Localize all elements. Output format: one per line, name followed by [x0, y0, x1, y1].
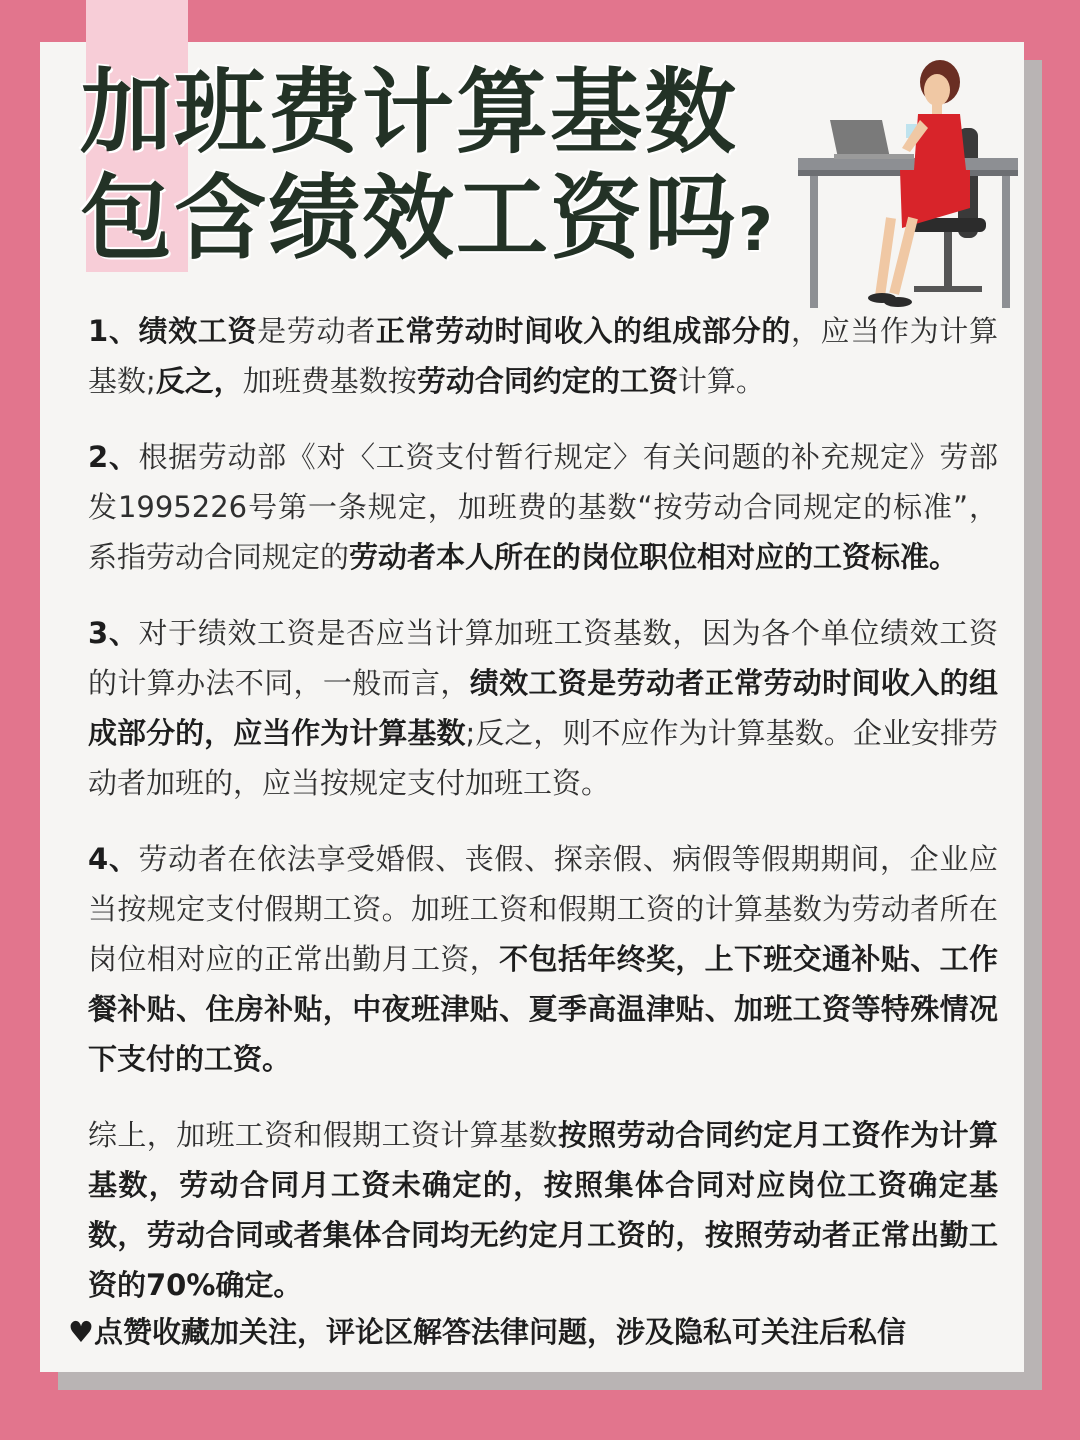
p3-bold-1: 绩效工资是劳动者正常劳动时间收入的组成部分的，应当作为计算基数 [88, 666, 998, 750]
heart-icon: ♥ [68, 1315, 94, 1349]
woman-at-laptop-desk-icon [790, 58, 1020, 318]
p1-bold-4: 劳动合同约定的工资 [416, 364, 678, 398]
p4-text-1: 劳动者在依法享受婚假、丧假、探亲假、病假等假期期间，企业应当按规定支付假期工资。加班工资和假期工资的计算基数为劳动者所在岗位相对应的正常出勤月工资， [88, 842, 998, 976]
article-body [88, 306, 998, 1336]
p5-text-1: 综上，加班工资和假期工资计算基数 [88, 1118, 558, 1152]
p1-text-3: 加班费基数按 [242, 364, 417, 398]
paragraph-4 [88, 834, 998, 1084]
paragraph-3 [88, 608, 998, 808]
p1-bold-2: 正常劳动时间收入的组成部分的 [375, 314, 791, 348]
title-line-2: 包含绩效工资吗 [80, 165, 739, 272]
paragraph-summary [88, 1110, 998, 1310]
p5-bold-1: 按照劳动合同约定月工资作为计算基数，劳动合同月工资未确定的，按照集体合同对应岗位工资确定基数，劳动合同或者集体合同均无约定月工资的，按照劳动者正常出勤工资的70%确定。 [88, 1118, 998, 1302]
p4-bold-1: 不包括年终奖，上下班交通补贴、工作餐补贴、住房补贴，中夜班津贴、夏季高温津贴、加班工资等特殊情况下支付的工资。 [88, 942, 998, 1076]
p1-bold-3: 反之， [155, 364, 243, 398]
title-question-mark: ? [738, 195, 775, 265]
p1-number: 1、 [88, 314, 139, 348]
title-line-1: 加班费计算基数 [80, 59, 739, 166]
paragraph-1 [88, 306, 998, 406]
p1-text-1: 是劳动者 [257, 314, 376, 348]
footer-call-to-action [68, 1312, 1008, 1352]
p2-number: 2、 [88, 440, 139, 474]
p1-text-2: ，应当作为计算基数; [88, 314, 998, 398]
p4-number: 4、 [88, 842, 139, 876]
p2-bold-1: 劳动者本人所在的岗位职位相对应的工资标准。 [349, 540, 959, 574]
p2-text-1: 根据劳动部《对〈工资支付暂行规定〉有关问题的补充规定》劳部发1995226号第一条规定，加班费的基数“按劳动合同规定的标准”，系指劳动合同规定的 [88, 440, 998, 574]
footer-text: 点赞收藏加关注，评论区解答法律问题，涉及隐私可关注后私信 [94, 1315, 907, 1349]
p1-text-4: 计算。 [677, 364, 765, 398]
p1-bold-1: 绩效工资 [138, 314, 258, 348]
p3-text-2: ;反之，则不应作为计算基数。企业安排劳动者加班的，应当按规定支付加班工资。 [88, 716, 998, 800]
page-title [80, 60, 775, 283]
paragraph-2 [88, 432, 998, 582]
p3-text-1: 对于绩效工资是否应当计算加班工资基数，因为各个单位绩效工资的计算办法不同，一般而言， [88, 616, 998, 700]
p3-number: 3、 [88, 616, 139, 650]
